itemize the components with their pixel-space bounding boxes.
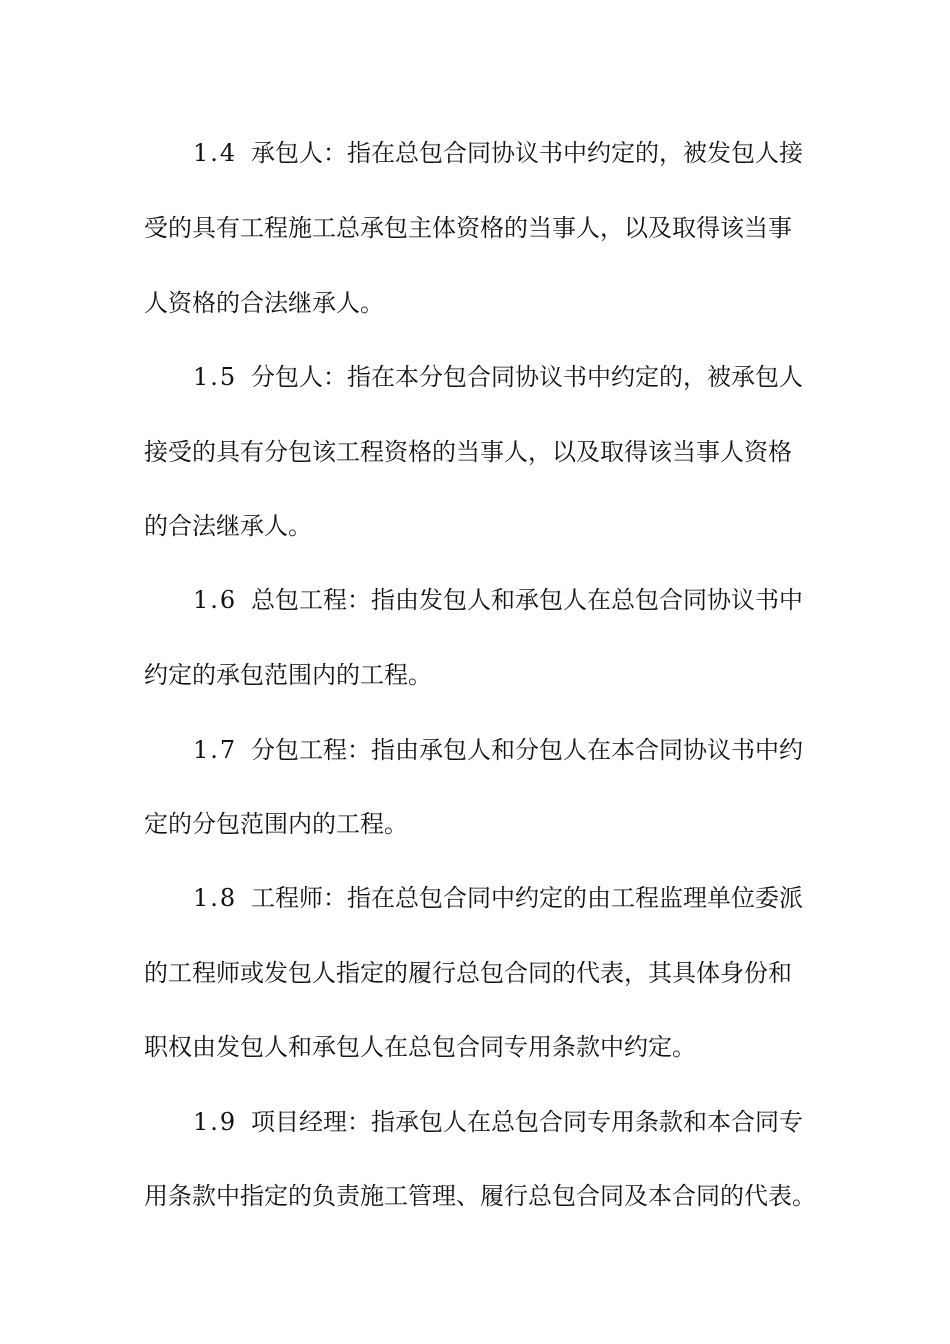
clause-1-8-line-3: 职权由发包人和承包人在总包合同专用条款中约定。 bbox=[144, 1033, 696, 1061]
clause-text: 分包工程：指由承包人和分包人在本合同协议书中约 bbox=[251, 736, 803, 764]
clause-1-5-line-3: 的合法继承人。 bbox=[144, 512, 312, 540]
clause-1-7-line-1 bbox=[193, 730, 814, 770]
clause-text: 工程师：指在总包合同中约定的由工程监理单位委派 bbox=[251, 884, 803, 912]
clause-1-4-line-2: 受的具有工程施工总承包主体资格的当事人，以及取得该当事 bbox=[144, 214, 792, 242]
clause-1-9-line-2: 用条款中指定的负责施工管理、履行总包合同及本合同的代表。 bbox=[144, 1182, 816, 1210]
clause-1-7-line-2: 定的分包范围内的工程。 bbox=[144, 810, 408, 838]
clause-1-4-line-3: 人资格的合法继承人。 bbox=[144, 289, 384, 317]
clause-1-8-line-2: 的工程师或发包人指定的履行总包合同的代表，其具体身份和 bbox=[144, 959, 792, 987]
clause-1-5-line-1 bbox=[193, 357, 814, 397]
clause-text: 总包工程：指由发包人和承包人在总包合同协议书中 bbox=[251, 586, 803, 614]
clause-number: 1.7 bbox=[193, 736, 238, 764]
clause-1-5-line-2: 接受的具有分包该工程资格的当事人，以及取得该当事人资格 bbox=[144, 438, 792, 466]
clause-text: 承包人：指在总包合同协议书中约定的，被发包人接 bbox=[251, 139, 803, 167]
clause-1-8-line-1 bbox=[193, 878, 814, 918]
clause-1-9-line-1 bbox=[193, 1102, 814, 1142]
clause-number: 1.8 bbox=[193, 884, 238, 912]
clause-number: 1.5 bbox=[193, 363, 238, 391]
clause-1-6-line-2: 约定的承包范围内的工程。 bbox=[144, 661, 432, 689]
clause-text: 项目经理：指承包人在总包合同专用条款和本合同专 bbox=[251, 1108, 803, 1136]
clause-number: 1.6 bbox=[193, 586, 238, 614]
clause-1-4-line-1 bbox=[193, 133, 814, 173]
clause-1-6-line-1 bbox=[193, 580, 814, 620]
clause-number: 1.4 bbox=[193, 139, 238, 167]
clause-number: 1.9 bbox=[193, 1108, 238, 1136]
clause-text: 分包人：指在本分包合同协议书中约定的，被承包人 bbox=[251, 363, 803, 391]
